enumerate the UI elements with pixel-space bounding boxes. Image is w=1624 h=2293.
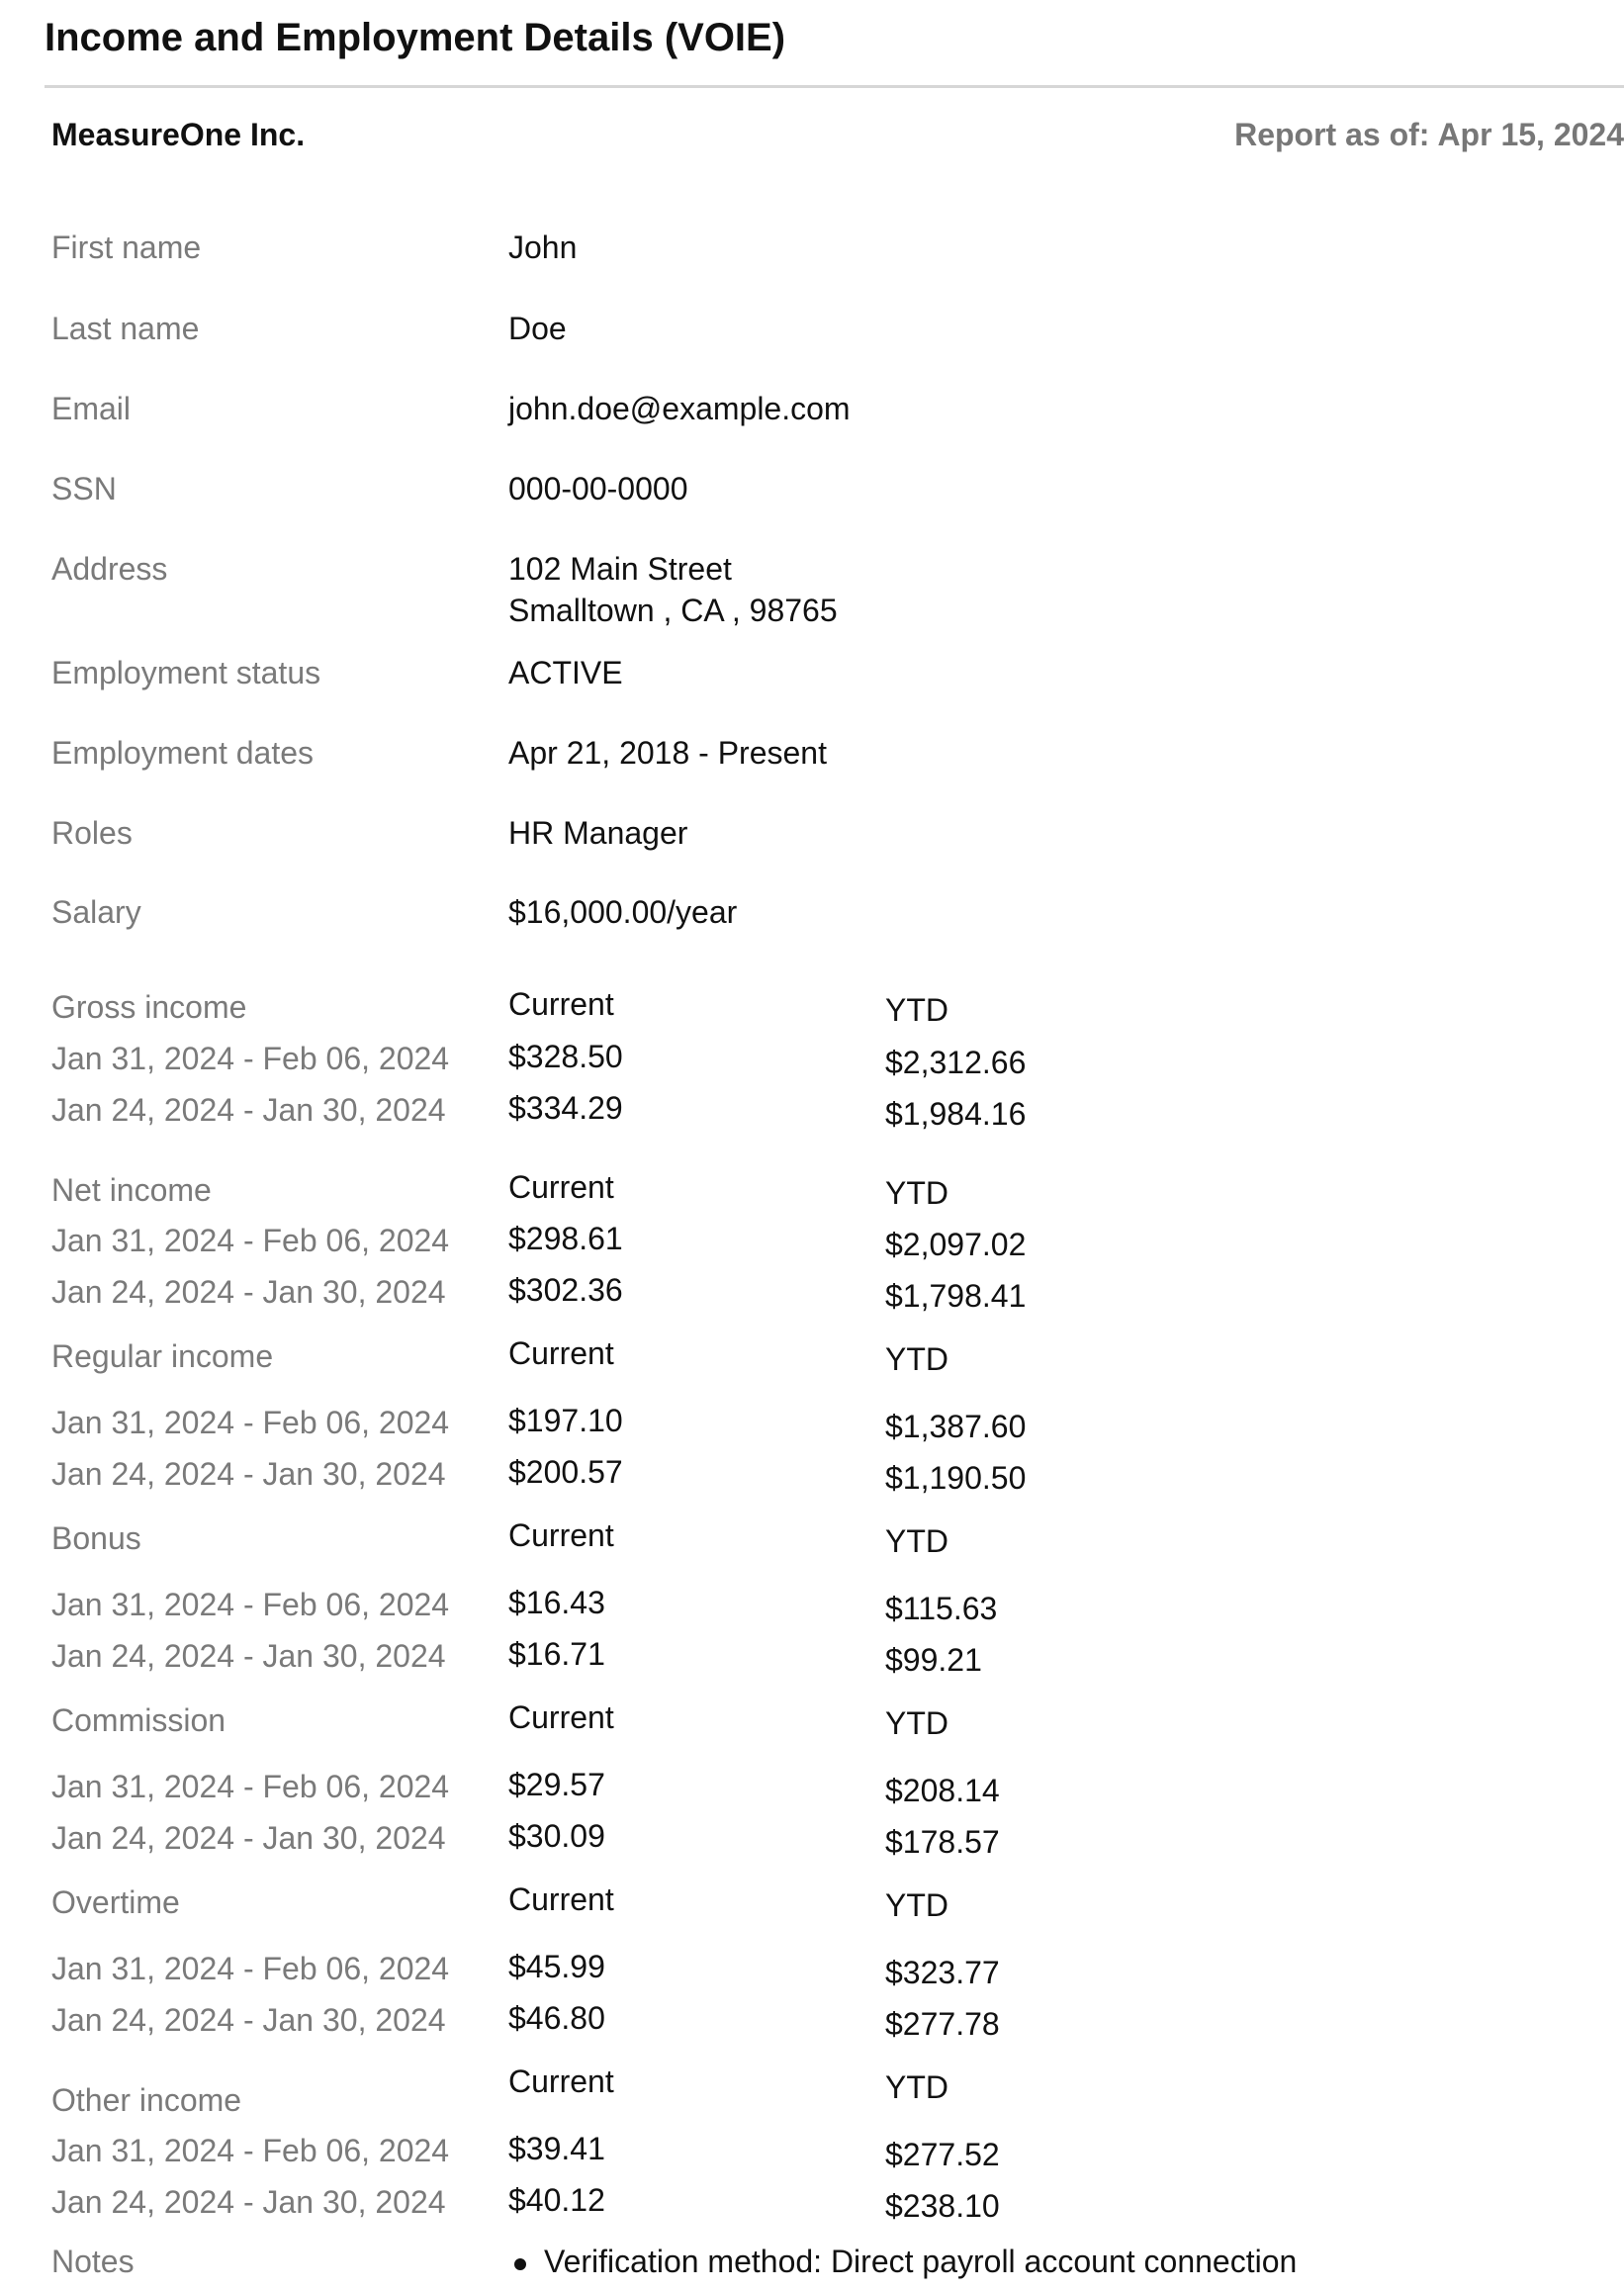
income-period: Jan 24, 2024 - Jan 30, 2024 — [51, 2184, 446, 2220]
employment-status-value: ACTIVE — [508, 655, 623, 690]
income-current-value: $302.36 — [508, 1272, 623, 1308]
income-period: Jan 31, 2024 - Feb 06, 2024 — [51, 1769, 450, 1804]
income-period: Jan 31, 2024 - Feb 06, 2024 — [51, 1041, 450, 1076]
salary-value: $16,000.00/year — [508, 894, 738, 930]
note-item — [508, 2244, 1297, 2280]
income-ytd-value: $1,798.41 — [885, 1278, 1027, 1314]
ytd-column-header: YTD — [885, 1341, 948, 1377]
company-name: MeasureOne Inc. — [51, 117, 306, 152]
report-date-value: Apr 15, 2024 — [1437, 117, 1624, 152]
income-ytd-value: $2,312.66 — [885, 1045, 1027, 1080]
income-period: Jan 31, 2024 - Feb 06, 2024 — [51, 1951, 450, 1986]
income-ytd-value: $99.21 — [885, 1642, 982, 1678]
ytd-column-header: YTD — [885, 1175, 948, 1211]
ytd-column-header: YTD — [885, 1705, 948, 1741]
current-column-header: Current — [508, 1517, 614, 1553]
report-date-label: Report as of: — [1234, 117, 1430, 152]
income-ytd-value: $115.63 — [885, 1591, 998, 1626]
first-name-value: John — [508, 229, 578, 265]
current-column-header: Current — [508, 1335, 614, 1371]
title-divider — [45, 85, 1624, 88]
income-period: Jan 31, 2024 - Feb 06, 2024 — [51, 1223, 450, 1258]
last-name-value: Doe — [508, 311, 567, 346]
email-label: Email — [51, 391, 132, 426]
employment-dates-value: Apr 21, 2018 - Present — [508, 735, 827, 771]
note-text: Verification method: Direct payroll account connection — [544, 2244, 1298, 2279]
income-ytd-value: $1,984.16 — [885, 1096, 1027, 1132]
income-current-value: $200.57 — [508, 1454, 623, 1490]
ytd-column-header: YTD — [885, 2069, 948, 2105]
income-ytd-value: $2,097.02 — [885, 1227, 1027, 1262]
current-column-header: Current — [508, 986, 614, 1022]
income-period: Jan 24, 2024 - Jan 30, 2024 — [51, 1820, 446, 1856]
income-section-label: Commission — [51, 1702, 226, 1738]
current-column-header: Current — [508, 1699, 614, 1735]
income-period: Jan 24, 2024 - Jan 30, 2024 — [51, 2002, 446, 2038]
income-current-value: $328.50 — [508, 1039, 623, 1074]
page-title: Income and Employment Details (VOIE) — [45, 16, 786, 59]
ytd-column-header: YTD — [885, 992, 948, 1028]
income-current-value: $197.10 — [508, 1403, 623, 1438]
income-ytd-value: $238.10 — [885, 2188, 1000, 2224]
income-current-value: $16.71 — [508, 1636, 605, 1672]
roles-label: Roles — [51, 815, 133, 851]
income-ytd-value: $208.14 — [885, 1773, 1000, 1808]
income-current-value: $334.29 — [508, 1090, 623, 1126]
employment-dates-label: Employment dates — [51, 735, 315, 771]
income-current-value: $40.12 — [508, 2182, 605, 2218]
ytd-column-header: YTD — [885, 1523, 948, 1559]
income-current-value: $39.41 — [508, 2131, 605, 2166]
notes-list — [508, 2244, 1297, 2280]
income-period: Jan 24, 2024 - Jan 30, 2024 — [51, 1638, 446, 1674]
income-period: Jan 31, 2024 - Feb 06, 2024 — [51, 1405, 450, 1440]
income-ytd-value: $1,190.50 — [885, 1460, 1027, 1496]
income-ytd-value: $277.78 — [885, 2006, 1000, 2042]
income-period: Jan 24, 2024 - Jan 30, 2024 — [51, 1456, 446, 1492]
income-current-value: $30.09 — [508, 1818, 605, 1854]
income-section-label: Bonus — [51, 1520, 141, 1556]
ytd-column-header: YTD — [885, 1887, 948, 1923]
income-section-label: Other income — [51, 2082, 242, 2118]
salary-label: Salary — [51, 894, 141, 930]
income-ytd-value: $277.52 — [885, 2137, 1000, 2172]
first-name-label: First name — [51, 229, 202, 265]
income-period: Jan 24, 2024 - Jan 30, 2024 — [51, 1092, 446, 1128]
current-column-header: Current — [508, 2064, 614, 2099]
income-ytd-value: $178.57 — [885, 1824, 1000, 1860]
employment-status-label: Employment status — [51, 655, 321, 690]
income-current-value: $46.80 — [508, 2000, 605, 2036]
last-name-label: Last name — [51, 311, 200, 346]
bullet-icon — [514, 2258, 526, 2270]
income-ytd-value: $1,387.60 — [885, 1409, 1027, 1444]
ssn-value: 000-00-0000 — [508, 471, 688, 506]
address-label: Address — [51, 551, 168, 587]
income-period: Jan 24, 2024 - Jan 30, 2024 — [51, 1274, 446, 1310]
email-value: john.doe@example.com — [508, 391, 851, 426]
address-line2: Smalltown , CA , 98765 — [508, 593, 838, 628]
current-column-header: Current — [508, 1169, 614, 1205]
income-section-label: Net income — [51, 1172, 212, 1208]
notes-label: Notes — [51, 2244, 135, 2279]
income-current-value: $29.57 — [508, 1767, 605, 1802]
current-column-header: Current — [508, 1881, 614, 1917]
income-period: Jan 31, 2024 - Feb 06, 2024 — [51, 2133, 450, 2168]
address-line1: 102 Main Street — [508, 551, 732, 587]
roles-value: HR Manager — [508, 815, 688, 851]
ssn-label: SSN — [51, 471, 117, 506]
income-ytd-value: $323.77 — [885, 1955, 1000, 1990]
income-section-label: Regular income — [51, 1338, 274, 1374]
income-period: Jan 31, 2024 - Feb 06, 2024 — [51, 1587, 450, 1622]
report-date — [1234, 117, 1624, 153]
income-current-value: $16.43 — [508, 1585, 605, 1620]
income-current-value: $45.99 — [508, 1949, 605, 1984]
income-section-label: Gross income — [51, 989, 247, 1025]
income-section-label: Overtime — [51, 1884, 180, 1920]
income-current-value: $298.61 — [508, 1221, 623, 1256]
